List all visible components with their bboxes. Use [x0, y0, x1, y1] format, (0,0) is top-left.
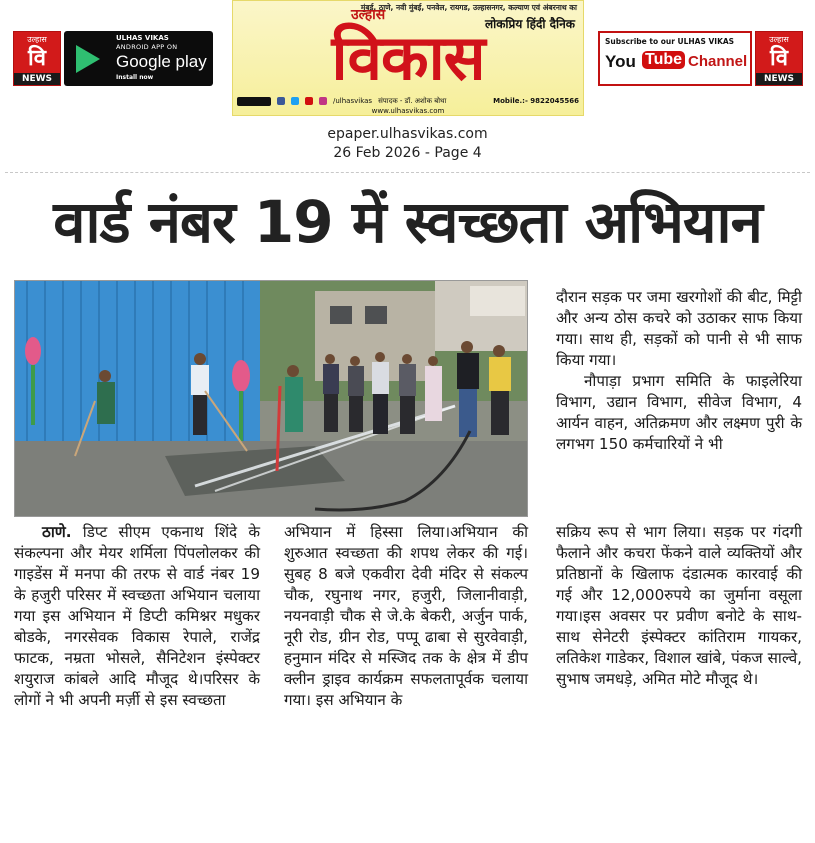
gplay-available: ANDROID APP ON [116, 43, 178, 51]
masthead-editor: संपादक - डॉ. अशोक बोथा [378, 96, 447, 105]
logo-mark: वि [770, 46, 788, 71]
google-play-button[interactable] [64, 31, 213, 86]
youtube-logo-icon: Tube [642, 51, 685, 69]
ulhas-vikas-news-logo [13, 31, 61, 86]
logo-top-text: उल्हास [27, 35, 47, 44]
yt-you-text: You [605, 52, 636, 71]
cleaning-drive-photo-illustration [15, 281, 528, 517]
article-column-3 [556, 522, 802, 690]
gplay-store-name: Google play [116, 52, 207, 71]
play-store-icon [76, 45, 100, 73]
masthead-strip [233, 95, 583, 107]
google-play-badge[interactable] [13, 31, 213, 86]
masthead-handle: /ulhasvikas [333, 97, 373, 105]
youtube-icon[interactable] [305, 97, 313, 105]
masthead-title: विकास [331, 21, 485, 94]
epaper-site-link[interactable]: epaper.ulhasvikas.com [327, 126, 488, 142]
masthead-small-title: उल्हास [351, 7, 386, 23]
masthead-mobile: Mobile.:- 9822045566 [493, 97, 579, 105]
logo-top-text: उल्हास [769, 35, 789, 44]
article-paragraph: सक्रिय रूप से भाग लिया। सड़क पर गंदगी फैलाने और कचरा फेंकने वाले व्यक्तियों और प्रतिष्ठानों के खिलाफ दंडात्मक कारवाई की गई और 12,000रुपये का जुर्माना वसूला गया।इस अवसर पर प्रवीण बनोटे के साथ-साथ सेनेटरी इंस्पेक्टर कांतिराम गायकर, लतिकेश गाडेकर, विशाल खांबे, पंकज साल्वे, सुभाष जमधड़े, अमित मोटे मौजूद थे। [556, 523, 802, 688]
epaper-header [0, 0, 815, 120]
article-paragraph: अभियान में हिस्सा लिया।अभियान की शुरुआत स्वच्छता की शपथ लेकर की गई। सुबह 8 बजे एकवीरा देवी मंदिर से संकल्प चौक, रघुनाथ नगर, हजुरी, जिलानीवाड़ी, नयनवाड़ी चौक से जे.के बेकरी, अर्जुन पार्क, नूरी रोड, ग्रीन रोड, पप्पू ढाबा से सुरवेवाड़ी, हनुमान मंदिर से मस्जिद तक के क्षेत्र में डीप क्लीन ड्राइव कार्यक्रम सफलतापूर्वक चलाया गया। इस अभियान के [284, 523, 528, 709]
article-column-2 [284, 522, 528, 711]
instagram-icon[interactable] [319, 97, 327, 105]
newspaper-masthead [232, 0, 584, 116]
twitter-icon[interactable] [291, 97, 299, 105]
article-column-right-top [556, 287, 802, 455]
youtube-subscribe-button[interactable] [598, 31, 752, 86]
gplay-install: Install now [116, 74, 154, 81]
logo-news-label: NEWS [756, 73, 802, 85]
ulhas-vikas-news-logo-right [755, 31, 803, 86]
logo-mark: वि [28, 46, 46, 71]
yt-channel-text: Channel [688, 53, 748, 70]
logo-news-label: NEWS [14, 73, 60, 85]
page-edge-divider [5, 172, 810, 173]
article-column-1 [14, 522, 260, 711]
mini-play-badge-icon [237, 97, 271, 106]
edition-date-page: 26 Feb 2026 - Page 4 [333, 145, 482, 161]
facebook-icon[interactable] [277, 97, 285, 105]
yt-subscribe-text: Subscribe to our ULHAS VIKAS [605, 37, 735, 46]
masthead-website[interactable]: www.ulhasvikas.com [371, 107, 445, 115]
masthead-tagline: लोकप्रिय हिंदी दैनिक [484, 17, 575, 31]
article-paragraph: नौपाड़ा प्रभाग समिति के फाइलेरिया विभाग, उद्यान विभाग, सीवेज विभाग, 4 आर्यन वाहन, अतिक्रमण और लक्ष्मण पुरी के लगभग 150 कर्मचारियों ने भी [556, 372, 802, 453]
article-paragraph: दौरान सड़क पर जमा खरगोशों की बीट, मिट्टी और अन्य ठोस कचरे को उठाकर साफ किया गया। साथ ही, सड़कों को पानी से भी साफ किया गया। [556, 288, 802, 369]
youtube-channel-badge[interactable] [598, 31, 803, 86]
article-headline: वार्ड नंबर 19 में स्वच्छता अभियान [53, 188, 762, 256]
article-photo [14, 280, 528, 517]
masthead-cities: मुंबई, ठाणे, नवी मुंबई, पनवेल, रायगड, उल्हासनगर, कल्याण एवं अंबरनाथ का [360, 3, 577, 12]
gplay-brand: ULHAS VIKAS [116, 34, 169, 42]
article-dateline: ठाणे. [42, 523, 72, 541]
article-paragraph: डिप्ट सीएम एकनाथ शिंदे के संकल्पना और मेयर शर्मिला पिंपलोलकर की गाइडेंस में मनपा की तरफ से वार्ड नंबर 19 के हजुरी परिसर में स्वच्छता अभियान चलाया गया इस अभियान में डिप्टी कमिश्नर मधुकर बोडके, नगरसेवक विकास रेपाले, राजेंद्र फाटक, नम्रता भोसले, सैनिटेशन इंस्पेक्टर शयुराज कांबले आदि मौजूद थे।परिसर के लोगों ने भी अपनी मर्ज़ी से इस स्वच्छता [14, 523, 260, 709]
